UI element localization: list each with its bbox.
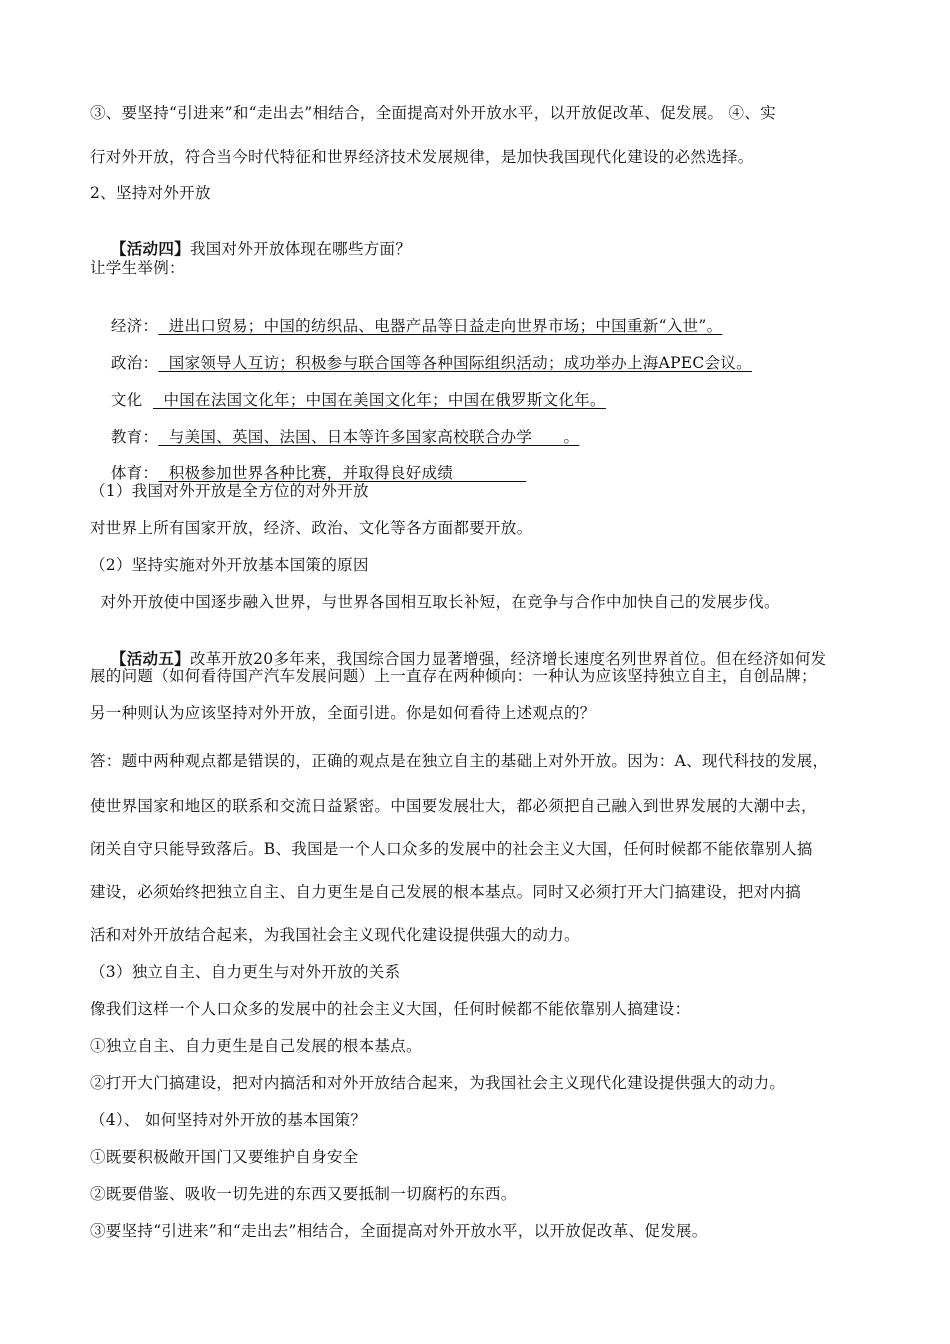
example-answer: 进出口贸易；中国的纺织品、电器产品等日益走向世界市场；中国重新“入世”。 <box>158 317 723 335</box>
paragraph-line: 行对外开放，符合当今时代特征和世界经济技术发展规律，是加快我国现代化建设的必然选择。 <box>90 148 754 166</box>
answer-line: 闭关自守只能导致落后。B、我国是一个人口众多的发展中的社会主义大国，任何时候都不能依靠别人搞 <box>90 840 813 858</box>
paragraph-line: 让学生举例： <box>90 259 185 277</box>
example-label: 政治： <box>110 354 159 372</box>
list-item: ②打开大门搞建设，把对内搞活和对外开放结合起来，为我国社会主义现代化建设提供强大的动力。 <box>90 1074 786 1092</box>
list-item: ①独立自主、自力更生是自己发展的根本基点。 <box>90 1037 422 1055</box>
paragraph-line: 对外开放使中国逐步融入世界，与世界各国相互取长补短，在竞争与合作中加快自己的发展步伐。 <box>90 593 780 611</box>
paragraph-line: 展的问题（如何看待国产汽车发展问题）上一直存在两种倾向：一种认为应该坚持独立自主，自创品牌； <box>90 667 817 685</box>
paragraph-line: 像我们这样一个人口众多的发展中的社会主义大国，任何时候都不能依靠别人搞建设： <box>90 1000 691 1018</box>
answer-line: 答：题中两种观点都是错误的，正确的观点是在独立自主的基础上对外开放。因为：A、现代科技的发展， <box>90 752 829 770</box>
paragraph-line: 另一种则认为应该坚持对外开放，全面引进。你是如何看待上述观点的？ <box>90 704 596 722</box>
activity-tag: 【活动五】 <box>110 649 190 668</box>
list-item: ①既要积极敞开国门又要维护自身安全 <box>90 1148 359 1166</box>
example-answer: 中国在法国文化年；中国在美国文化年；中国在俄罗斯文化年。 <box>152 391 606 409</box>
paragraph-line: ③、要坚持“引进来”和“走出去”相结合，全面提高对外开放水平，以开放促改革、促发展。 ④、实 <box>90 104 776 122</box>
answer-line: 使世界国家和地区的联系和交流日益紧密。中国要发展壮大，都必须把自己融入到世界发展的大潮中去， <box>90 797 817 815</box>
answer-line: 活和对外开放结合起来，为我国社会主义现代化建设提供强大的动力。 <box>90 926 580 944</box>
list-item: ③要坚持“引进来”和“走出去”相结合，全面提高对外开放水平，以开放促改革、促发展。 <box>90 1222 708 1240</box>
paragraph-line: 对世界上所有国家开放，经济、政治、文化等各方面都要开放。 <box>90 519 533 537</box>
example-answer: 与美国、英国、法国、日本等许多国家高校联合办学 。 <box>158 428 580 446</box>
subsection-heading: （3）独立自主、自力更生与对外开放的关系 <box>90 963 401 981</box>
list-item: ②既要借鉴、吸收一切先进的东西又要抵制一切腐朽的东西。 <box>90 1185 517 1203</box>
activity-tag: 【活动四】 <box>110 239 190 258</box>
answer-line: 建设，必须始终把独立自主、自力更生是自己发展的根本基点。同时又必须打开大门搞建设，把对内搞 <box>90 883 802 901</box>
example-label: 经济： <box>110 317 159 335</box>
example-label: 教育： <box>110 428 159 446</box>
activity-question: 我国对外开放体现在哪些方面？ <box>189 240 412 258</box>
section-heading: 2、坚持对外开放 <box>90 184 211 202</box>
example-answer: 国家领导人互访；积极参与联合国等各种国际组织活动；成功举办上海APEC会议。 <box>158 354 752 372</box>
activity-question: 改革开放20多年来，我国综合国力显著增强，经济增长速度名列世界首位。但在经济如何发 <box>189 650 827 668</box>
example-answer: 积极参加世界各种比赛，并取得良好成绩 <box>158 464 527 482</box>
example-label: 文化 <box>110 391 153 409</box>
example-label: 体育： <box>110 464 159 482</box>
subsection-heading: （4）、 如何坚持对外开放的基本国策？ <box>90 1111 367 1129</box>
subsection-heading: （1）我国对外开放是全方位的对外开放 <box>90 482 369 500</box>
subsection-heading: （2）坚持实施对外开放基本国策的原因 <box>90 556 369 574</box>
